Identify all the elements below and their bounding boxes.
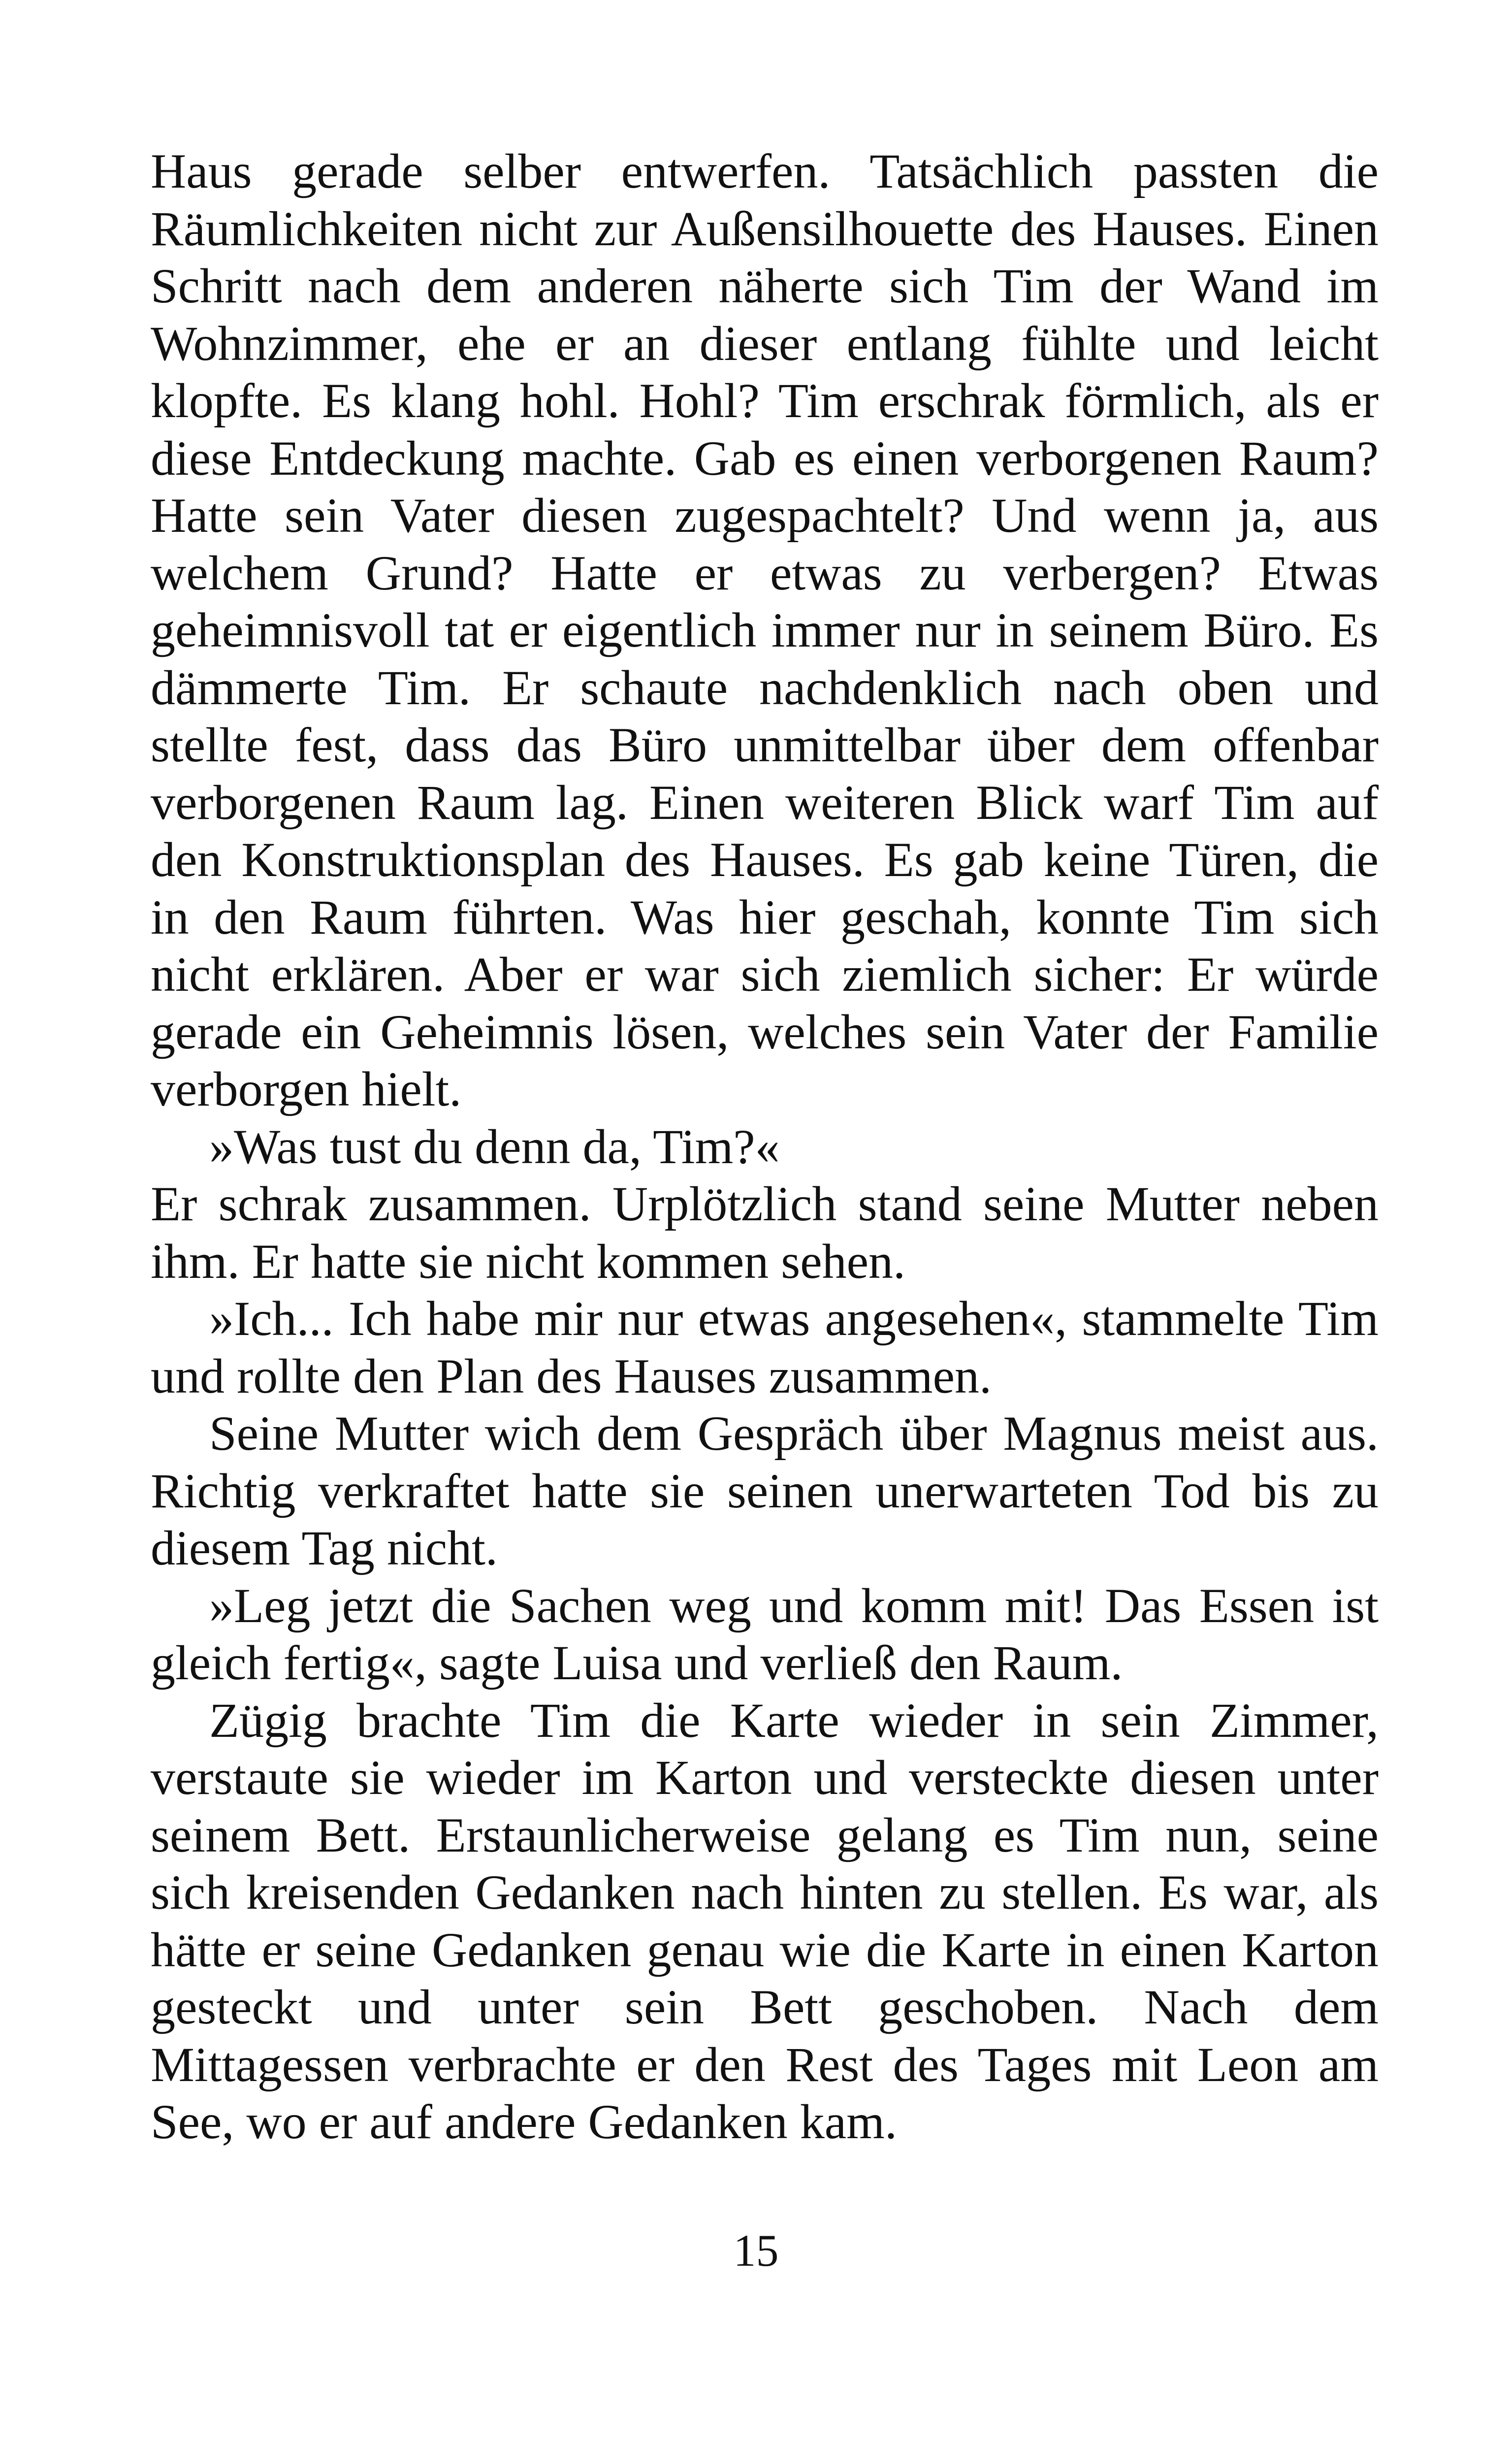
text-line: hätte er seine Gedanken genau wie die Karte in einen Karton	[151, 1922, 1379, 1977]
text-line: Wohnzimmer, ehe er an dieser entlang fühlte und leicht	[151, 316, 1379, 371]
page-number: 15	[733, 2225, 779, 2276]
text-line: Hatte sein Vater diesen zugespachtelt? Und wenn ja, aus	[151, 488, 1379, 543]
text-line: gesteckt und unter sein Bett geschoben. Nach dem	[151, 1980, 1379, 2034]
text-line: welchem Grund? Hatte er etwas zu verbergen? Etwas	[151, 545, 1379, 600]
text-line: klopfte. Es klang hohl. Hohl? Tim erschrak förmlich, als er	[151, 373, 1379, 428]
text-line: Räumlichkeiten nicht zur Außensilhouette des Hauses. Einen	[151, 201, 1379, 256]
text-line: gleich fertig«, sagte Luisa und verließ den Raum.	[151, 1635, 1123, 1690]
text-line: seinem Bett. Erstaunlicherweise gelang es Tim nun, seine	[151, 1807, 1379, 1862]
text-line: verborgen hielt.	[151, 1062, 462, 1116]
text-line: See, wo er auf andere Gedanken kam.	[151, 2094, 897, 2149]
text-line: Richtig verkraftet hatte sie seinen unerwarteten Tod bis zu	[151, 1463, 1379, 1518]
text-line: und rollte den Plan des Hauses zusammen.	[151, 1348, 992, 1403]
text-line: Er schrak zusammen. Urplötzlich stand seine Mutter neben	[151, 1176, 1379, 1231]
text-line: stellte fest, dass das Büro unmittelbar über dem offenbar	[151, 717, 1379, 772]
text-line: ihm. Er hatte sie nicht kommen sehen.	[151, 1234, 905, 1289]
text-line: Zügig brachte Tim die Karte wieder in sein Zimmer,	[209, 1693, 1379, 1748]
text-line: diese Entdeckung machte. Gab es einen verborgenen Raum?	[151, 430, 1379, 486]
text-line: »Leg jetzt die Sachen weg und komm mit! Das Essen ist	[209, 1578, 1379, 1633]
text-line: geheimnisvoll tat er eigentlich immer nur in seinem Büro. Es	[151, 603, 1379, 657]
text-line: verstaute sie wieder im Karton und versteckte diesen unter	[151, 1750, 1379, 1805]
text-line: »Ich... Ich habe mir nur etwas angesehen«, stammelte Tim	[209, 1291, 1379, 1346]
text-line: sich kreisenden Gedanken nach hinten zu stellen. Es war, als	[151, 1865, 1379, 1920]
text-line: diesem Tag nicht.	[151, 1521, 498, 1575]
text-line: den Konstruktionsplan des Hauses. Es gab keine Türen, die	[151, 832, 1379, 887]
text-line: Haus gerade selber entwerfen. Tatsächlich passten die	[151, 144, 1379, 198]
body-text	[151, 143, 1379, 2151]
text-line: Schritt nach dem anderen näherte sich Tim der Wand im	[151, 259, 1379, 313]
text-line: »Was tust du denn da, Tim?«	[209, 1119, 780, 1174]
text-line: in den Raum führten. Was hier geschah, konnte Tim sich	[151, 889, 1379, 945]
text-line: verborgenen Raum lag. Einen weiteren Blick warf Tim auf	[151, 775, 1379, 830]
text-line: dämmerte Tim. Er schaute nachdenklich nach oben und	[151, 660, 1379, 715]
text-line: gerade ein Geheimnis lösen, welches sein Vater der Familie	[151, 1004, 1379, 1059]
text-line: Mittagessen verbrachte er den Rest des Tages mit Leon am	[151, 2037, 1379, 2092]
text-line: nicht erklären. Aber er war sich ziemlich sicher: Er würde	[151, 947, 1379, 1002]
text-line: Seine Mutter wich dem Gespräch über Magnus meist aus.	[209, 1406, 1379, 1461]
